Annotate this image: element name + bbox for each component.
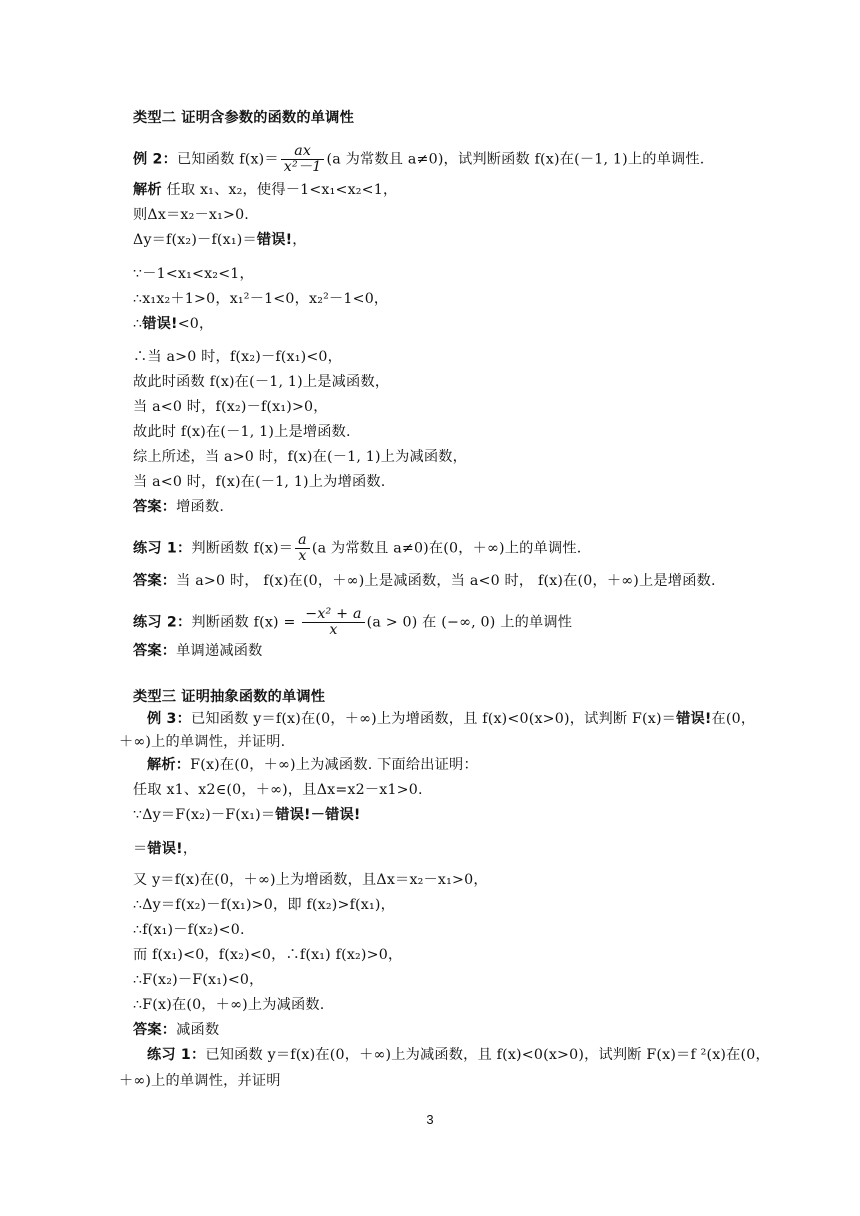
solution-line xyxy=(133,839,197,859)
practice-1-type3 xyxy=(147,1045,770,1065)
answer-label: 答案： xyxy=(133,573,177,589)
practice-text: 已知函数 y＝f(x)在(0，＋∞)上为减函数，且 f(x)<0(x>0)，试判断 F(x)＝f ²(x)在(0， xyxy=(205,1047,770,1063)
solution-line: 任取 x1、x2∈(0，＋∞)，且Δx=x2－x1>0. xyxy=(133,782,423,798)
solution-line: 故此时 f(x)在(－1, 1)上是增函数. xyxy=(133,424,351,440)
solution-text: Δy＝f(x₂)－f(x₁)＝ xyxy=(133,232,257,248)
answer-text: 当 a>0 时， f(x)在(0，＋∞)上是减函数，当 a<0 时， f(x)在(0，＋∞)上是增函数. xyxy=(176,573,716,589)
solution-text: － xyxy=(310,807,326,823)
practice-1-continuation: ＋∞)上的单调性，并证明 xyxy=(119,1073,281,1089)
example-text: 在(0， xyxy=(711,711,756,727)
fraction-denominator: x xyxy=(298,548,307,564)
error-text: 错误! xyxy=(676,711,712,727)
solution-text: ∴ xyxy=(133,316,143,332)
solution-line: ∵－1<x₁<x₂<1， xyxy=(133,266,254,282)
practice-text: 判断函数 f(x)＝ xyxy=(191,540,294,557)
solution-line: ∴f(x₁)－f(x₂)<0. xyxy=(133,922,245,938)
example-text: (a 为常数且 a≠0)，试判断函数 f(x)在(－1, 1)上的单调性. xyxy=(326,151,705,168)
answer-line xyxy=(133,1020,219,1040)
section-heading-type2: 类型二 证明含参数的函数的单调性 xyxy=(133,110,354,126)
practice-text: 判断函数 f(x) = xyxy=(191,614,301,631)
error-text: 错误! xyxy=(256,232,293,248)
practice-2 xyxy=(133,607,572,638)
answer-text: 减函数 xyxy=(176,1022,220,1038)
answer-text: 增函数. xyxy=(176,499,225,515)
example-2 xyxy=(133,144,704,175)
solution-line: ∴当 a>0 时，f(x₂)－f(x₁)<0， xyxy=(133,349,343,365)
solution-line: 综上所述，当 a>0 时，f(x)在(－1, 1)上为减函数， xyxy=(133,449,468,465)
fraction xyxy=(281,144,325,175)
solution-line: ∴x₁x₂＋1>0，x₁²－1<0，x₂²－1<0， xyxy=(133,291,389,307)
page-number: 3 xyxy=(426,1112,434,1127)
example-text: 已知函数 f(x)＝ xyxy=(177,151,279,168)
practice-label: 练习 2： xyxy=(133,614,192,631)
solution-text: ， xyxy=(182,841,198,857)
solution-line: 当 a<0 时，f(x₂)－f(x₁)>0， xyxy=(133,399,328,415)
answer-line xyxy=(133,641,263,661)
solution-line xyxy=(133,230,307,250)
answer-line xyxy=(133,571,716,591)
practice-1 xyxy=(133,533,581,564)
solution-line: ∴F(x₂)－F(x₁)<0， xyxy=(133,972,264,988)
solution-line: 当 a<0 时，f(x)在(－1, 1)上为增函数. xyxy=(133,474,386,490)
solution-text: <0， xyxy=(177,316,214,332)
example-3-continuation: ＋∞)上的单调性，并证明. xyxy=(119,734,286,750)
solution-text: 任取 x₁、x₂，使得－1<x₁<x₂<1， xyxy=(161,182,398,198)
solution-line: ∴F(x)在(0，＋∞)上为减函数. xyxy=(133,997,325,1013)
error-text: 错误! xyxy=(275,807,311,823)
solution-line xyxy=(133,180,397,200)
solution-text: F(x)在(0，＋∞)上为减函数. 下面给出证明： xyxy=(190,757,478,773)
practice-text: (a 为常数且 a≠0)在(0，＋∞)上的单调性. xyxy=(311,540,582,557)
fraction xyxy=(295,533,310,564)
error-text: 错误! xyxy=(147,841,183,857)
fraction-numerator: −x² + a xyxy=(302,607,364,623)
solution-line xyxy=(133,805,361,825)
answer-text: 单调递减函数 xyxy=(176,643,263,659)
example-text: 已知函数 y＝f(x)在(0，＋∞)上为增函数，且 f(x)<0(x>0)，试判断 F(x)＝ xyxy=(191,711,677,727)
answer-label: 答案： xyxy=(133,499,177,515)
answer-label: 答案： xyxy=(133,643,177,659)
solution-line xyxy=(133,314,213,334)
solution-text: ， xyxy=(292,232,307,248)
solution-text: ＝ xyxy=(133,841,148,857)
example-label: 例 2： xyxy=(133,151,177,168)
solution-label: 解析 xyxy=(133,182,162,198)
fraction xyxy=(302,607,364,638)
error-text: 错误! xyxy=(325,807,361,823)
section-heading-type3: 类型三 证明抽象函数的单调性 xyxy=(133,689,326,705)
fraction-denominator: x xyxy=(329,622,338,638)
solution-label: 解析： xyxy=(147,757,191,773)
solution-line: ∴Δy＝f(x₂)－f(x₁)>0，即 f(x₂)>f(x₁)， xyxy=(133,897,395,913)
fraction-numerator: a xyxy=(295,533,310,549)
solution-line: 则Δx＝x₂－x₁>0. xyxy=(133,207,250,223)
answer-label: 答案： xyxy=(133,1022,177,1038)
solution-line: 又 y＝f(x)在(0，＋∞)上为增函数，且Δx＝x₂－x₁>0， xyxy=(133,872,488,888)
practice-text: (a > 0) 在 (−∞, 0) 上的单调性 xyxy=(366,614,573,631)
solution-line xyxy=(147,755,478,775)
solution-text: ∵Δy＝F(x₂)－F(x₁)＝ xyxy=(133,807,276,823)
solution-line: 而 f(x₁)<0，f(x₂)<0，∴f(x₁) f(x₂)>0， xyxy=(133,947,403,963)
solution-line: 故此时函数 f(x)在(－1, 1)上是减函数， xyxy=(133,374,390,390)
answer-line xyxy=(133,497,224,517)
practice-label: 练习 1： xyxy=(133,540,192,557)
fraction-numerator: ax xyxy=(281,144,325,160)
example-label: 例 3： xyxy=(147,711,191,727)
example-3 xyxy=(147,709,755,729)
error-text: 错误! xyxy=(142,316,178,332)
practice-label: 练习 1： xyxy=(147,1047,206,1063)
fraction-denominator: x²－1 xyxy=(283,159,322,175)
